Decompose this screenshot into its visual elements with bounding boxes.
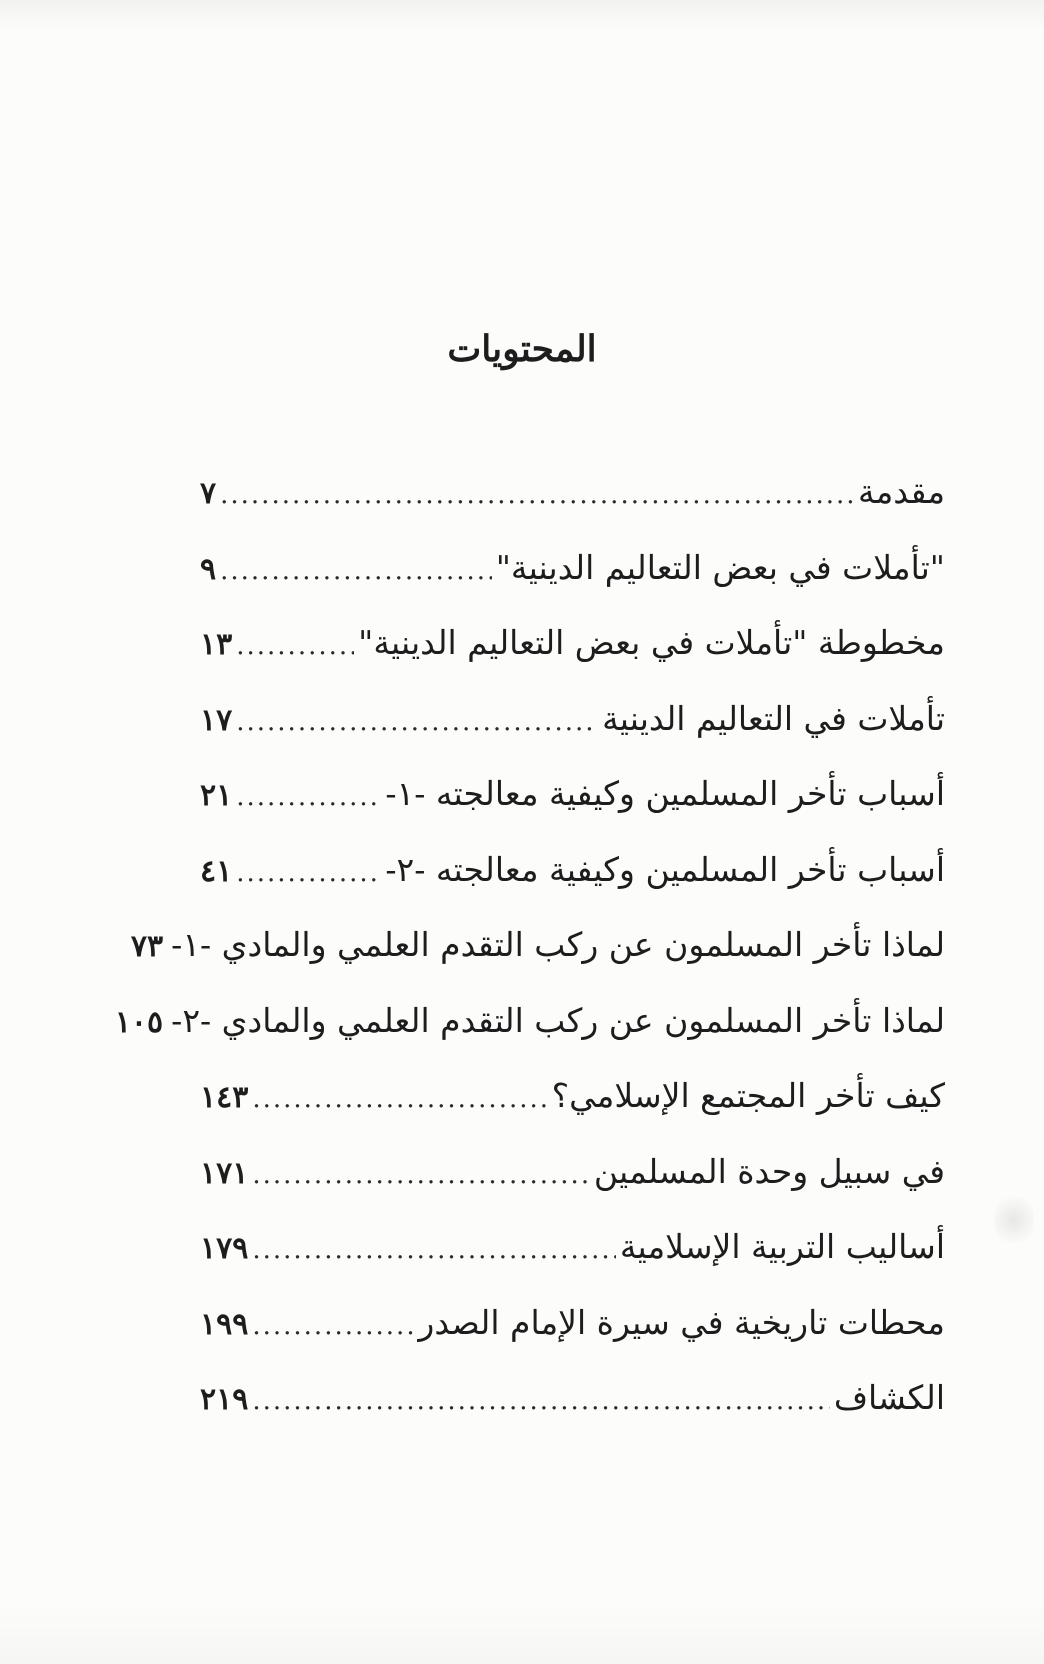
dot-leader (236, 626, 354, 666)
entry-title: لماذا تأخر المسلمون عن ركب التقدم العلمي والمادي -٢- (171, 1000, 945, 1040)
dot-leader (236, 777, 381, 817)
toc-entry (200, 1076, 945, 1152)
entry-title: مخطوطة "تأملات في بعض التعاليم الدينية" (358, 623, 945, 662)
paper-smudge (994, 1190, 1034, 1250)
dot-leader (236, 853, 381, 893)
entry-title: الكشاف (833, 1378, 945, 1417)
dot-leader (252, 1381, 830, 1421)
toc-entry (200, 548, 945, 624)
entry-page-number: ٤١ (200, 853, 233, 889)
toc-entry (200, 850, 945, 926)
entry-page-number: ١٠٥ (114, 1004, 164, 1040)
entry-page-number: ١٤٣ (200, 1080, 249, 1115)
table-of-contents (114, 472, 945, 1454)
toc-entry (200, 472, 945, 548)
entry-title: محطات تاريخية في سيرة الإمام الصدر (418, 1302, 945, 1342)
dot-leader (252, 1230, 616, 1270)
dot-leader (220, 551, 492, 591)
entry-title: أسباب تأخر المسلمين وكيفية معالجته -١- (385, 774, 945, 813)
entry-title: لماذا تأخر المسلمون عن ركب التقدم العلمي والمادي -١- (171, 925, 945, 964)
entry-page-number: ١٧١ (200, 1155, 249, 1191)
toc-entry (200, 774, 945, 850)
entry-page-number: ٢١ (200, 778, 233, 813)
entry-page-number: ١٩٩ (200, 1306, 249, 1342)
toc-entry (200, 1227, 945, 1303)
toc-entry (130, 925, 945, 1001)
toc-entry (200, 699, 945, 775)
entry-page-number: ٧٣ (130, 929, 164, 964)
entry-title: "تأملات في بعض التعاليم الدينية" (495, 547, 945, 587)
entry-title: كيف تأخر المجتمع الإسلامي؟ (551, 1076, 945, 1115)
entry-title: أساليب التربية الإسلامية (619, 1227, 945, 1266)
page-title: المحتويات (447, 328, 597, 370)
toc-entry (114, 1000, 945, 1077)
dot-leader (220, 475, 854, 515)
entry-page-number: ٢١٩ (200, 1382, 249, 1417)
entry-page-number: ٧ (200, 476, 217, 511)
toc-entry (200, 1303, 945, 1379)
toc-entry (200, 623, 945, 699)
entry-page-number: ١٧ (200, 702, 233, 738)
entry-title: تأملات في التعاليم الدينية (602, 698, 945, 738)
entry-page-number: ٩ (200, 551, 217, 587)
entry-page-number: ١٧٩ (200, 1231, 249, 1266)
dot-leader (236, 702, 598, 742)
dot-leader (252, 1306, 414, 1346)
toc-entry (200, 1378, 945, 1454)
entry-title: في سبيل وحدة المسلمين (593, 1151, 945, 1191)
toc-entry (200, 1152, 945, 1228)
entry-title: مقدمة (857, 472, 945, 511)
entry-title: أسباب تأخر المسلمين وكيفية معالجته -٢- (385, 849, 945, 889)
dot-leader (252, 1079, 547, 1119)
dot-leader (252, 1155, 590, 1195)
entry-page-number: ١٣ (200, 627, 233, 662)
